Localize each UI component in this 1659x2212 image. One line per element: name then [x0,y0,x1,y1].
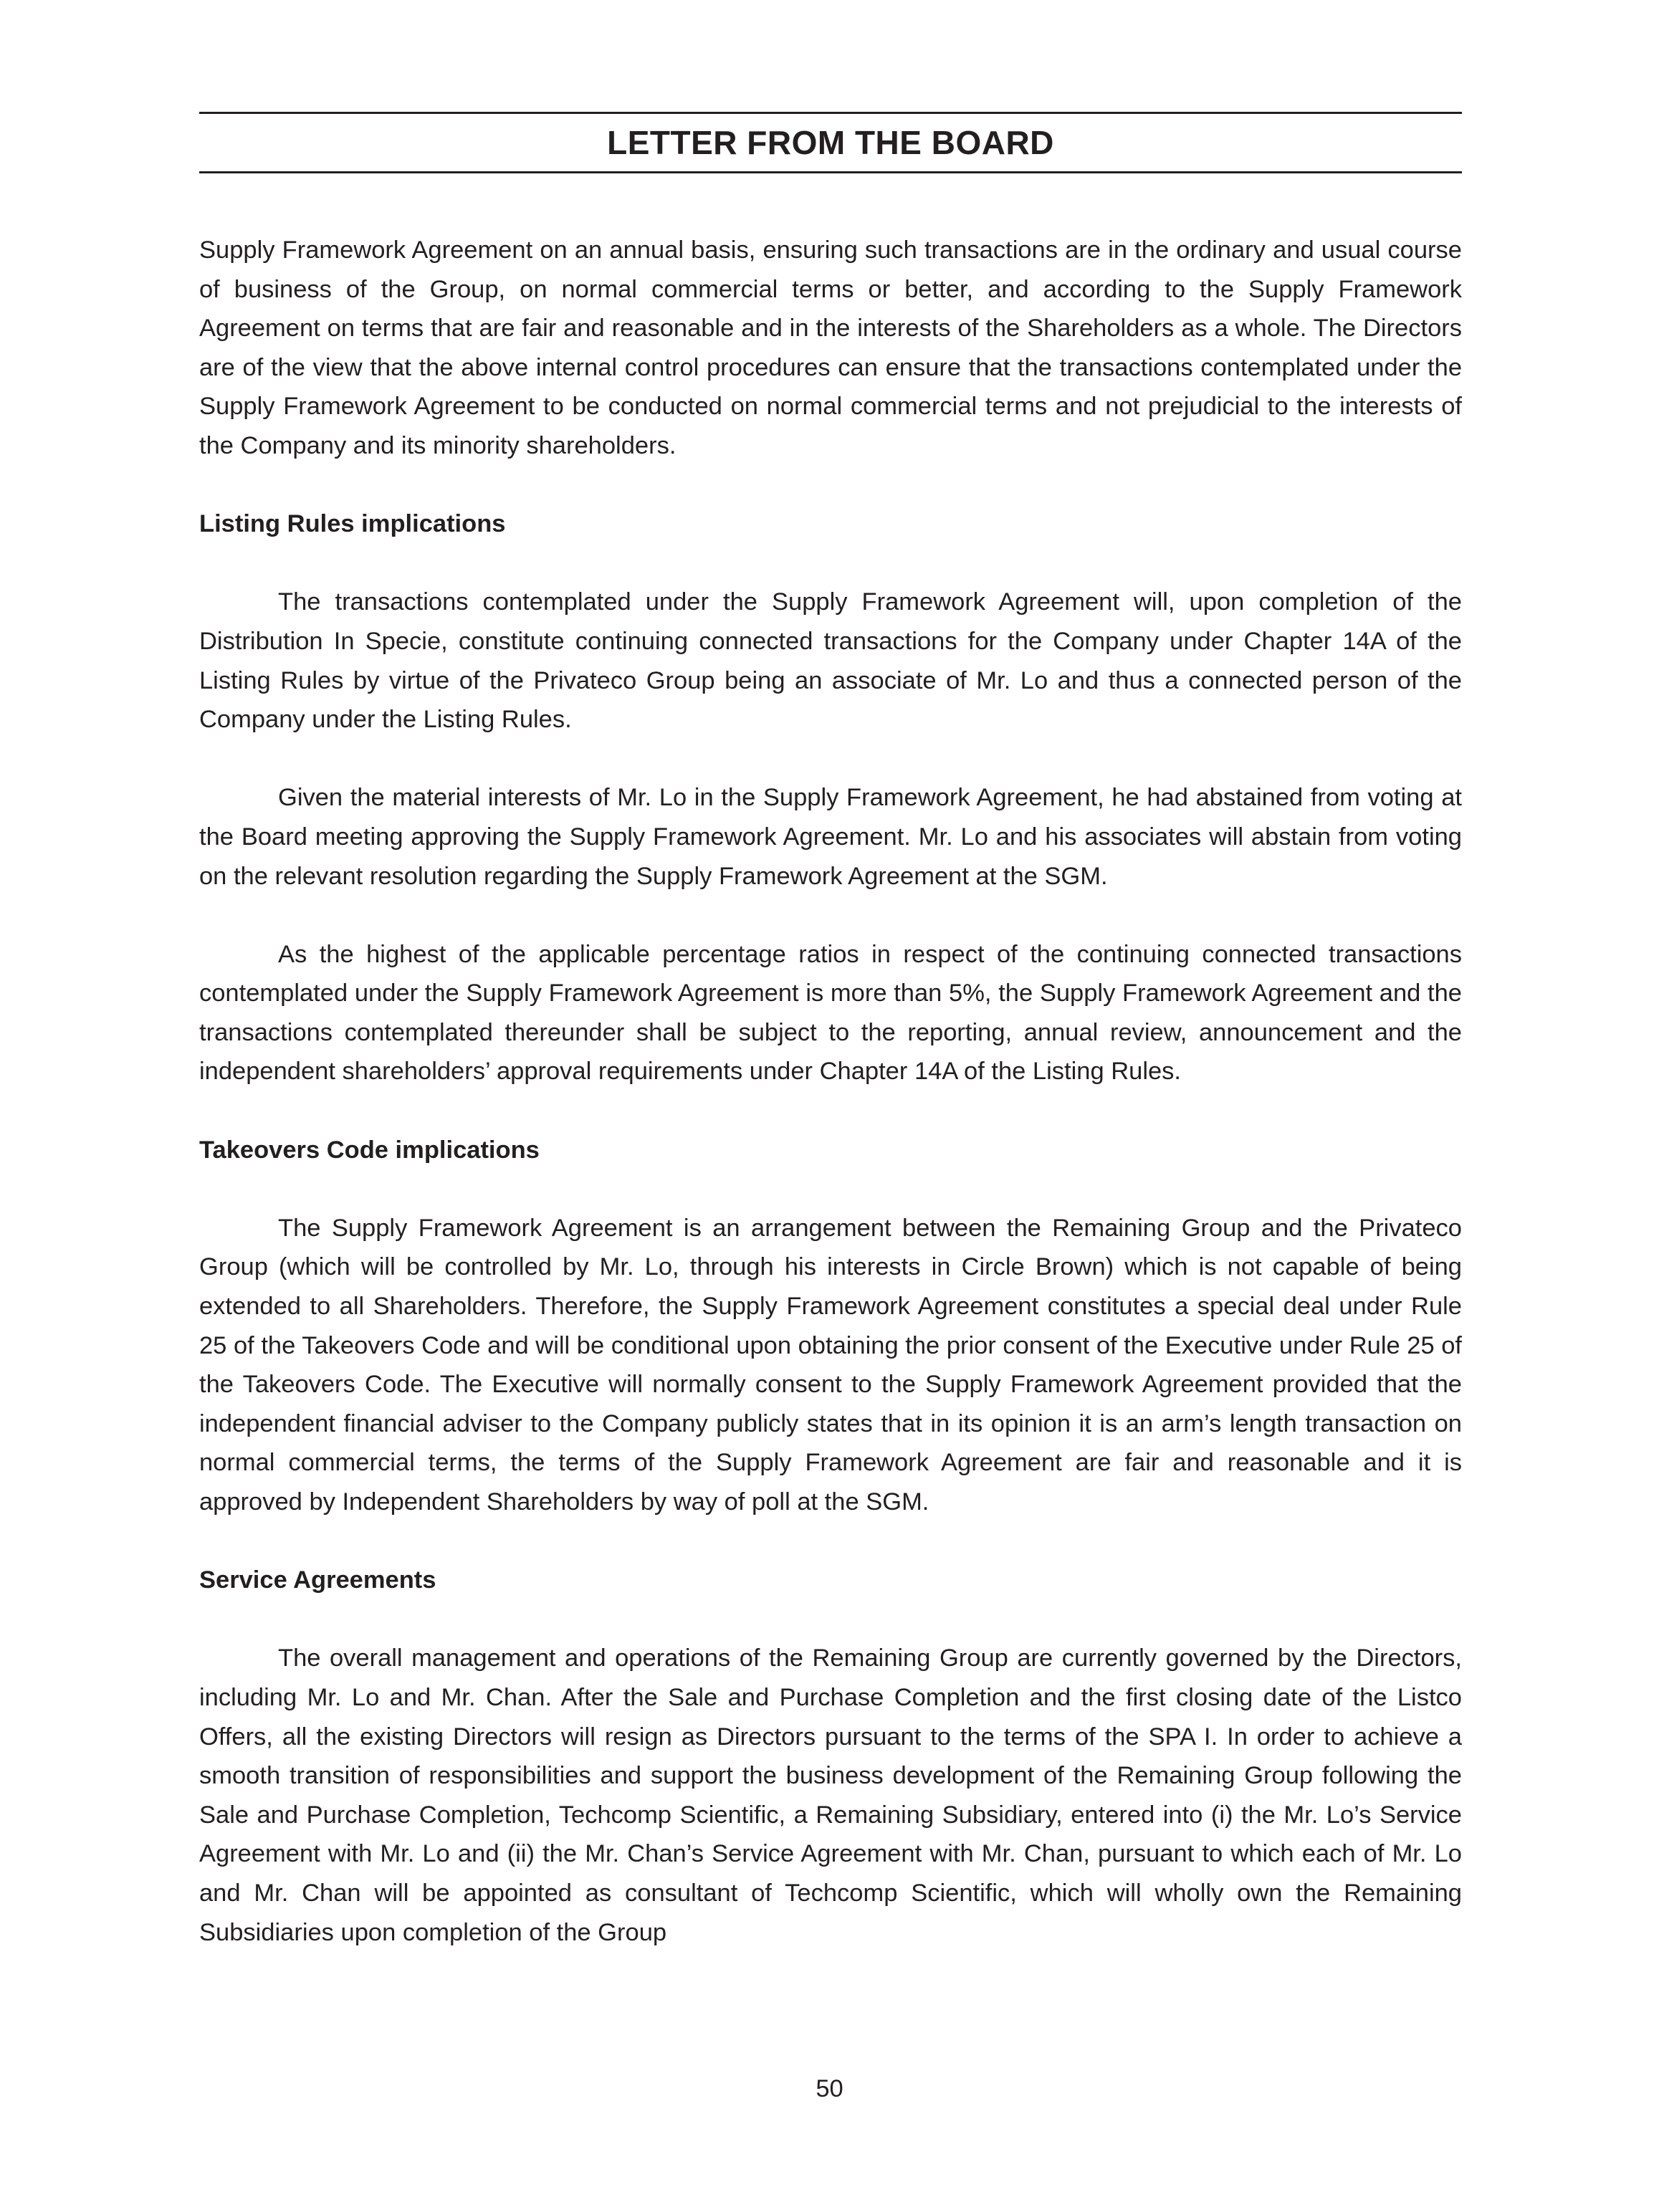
body-text [199,231,1462,1991]
service-agreements-paragraph-1: The overall management and operations of the Remaining Group are currently governed by the Directors, including Mr. Lo and Mr. Chan. After the Sale and Purchase Completion and the first closing date of the Listco Offers, all the existing Directors will resign as Directors pursuant to the terms of the SPA I. In order to achieve a smooth transition of responsibilities and support the business development of the Remaining Group following the Sale and Purchase Completion, Techcomp Scientific, a Remaining Subsidiary, entered into (i) the Mr. Lo’s Service Agreement with Mr. Lo and (ii) the Mr. Chan’s Service Agreement with Mr. Chan, pursuant to which each of Mr. Lo and Mr. Chan will be appointed as consultant of Techcomp Scientific, which will wholly own the Remaining Subsidiaries upon completion of the Group [199,1644,1462,1946]
header-bottom-rule [199,171,1462,173]
listing-rules-paragraph-1: The transactions contemplated under the Supply Framework Agreement will, upon completion of the Distribution In Specie, constitute continuing connected transactions for the Company under Chapter 14A of the Listing Rules by virtue of the Privateco Group being an associate of Mr. Lo and thus a connected person of the Company under the Listing Rules. [199,588,1462,734]
page-header [199,112,1462,173]
section-heading-listing-rules: Listing Rules implications [199,510,506,538]
intro-paragraph: Supply Framework Agreement on an annual basis, ensuring such transactions are in the ordinary and usual course of business of the Group, on normal commercial terms or better, and according to the Supply Framework Agreement on terms that are fair and reasonable and in the interests of the Shareholders as a whole. The Directors are of the view that the above internal control procedures can ensure that the transactions contemplated under the Supply Framework Agreement to be conducted on normal commercial terms and not prejudicial to the interests of the Company and its minority shareholders. [199,236,1462,459]
page-title: LETTER FROM THE BOARD [607,124,1054,161]
takeovers-code-paragraph-1: The Supply Framework Agreement is an arrangement between the Remaining Group and the Privateco Group (which will be controlled by Mr. Lo, through his interests in Circle Brown) which is not capable of being extended to all Shareholders. Therefore, the Supply Framework Agreement constitutes a special deal under Rule 25 of the Takeovers Code and will be conditional upon obtaining the prior consent of the Executive under Rule 25 of the Takeovers Code. The Executive will normally consent to the Supply Framework Agreement provided that the independent financial adviser to the Company publicly states that in its opinion it is an arm’s length transaction on normal commercial terms, the terms of the Supply Framework Agreement are fair and reasonable and it is approved by Independent Shareholders by way of poll at the SGM. [199,1214,1462,1516]
section-heading-takeovers-code: Takeovers Code implications [199,1136,540,1164]
listing-rules-paragraph-2: Given the material interests of Mr. Lo in the Supply Framework Agreement, he had abstained from voting at the Board meeting approving the Supply Framework Agreement. Mr. Lo and his associates will abstain from voting on the relevant resolution regarding the Supply Framework Agreement at the SGM. [199,784,1462,890]
section-heading-service-agreements: Service Agreements [199,1566,436,1594]
listing-rules-paragraph-3: As the highest of the applicable percentage ratios in respect of the continuing connected transactions contemplated under the Supply Framework Agreement is more than 5%, the Supply Framework Agreement and the transactions contemplated thereunder shall be subject to the reporting, annual review, announcement and the independent shareholders’ approval requirements under Chapter 14A of the Listing Rules. [199,940,1462,1086]
page-number: 50 [816,2075,843,2102]
